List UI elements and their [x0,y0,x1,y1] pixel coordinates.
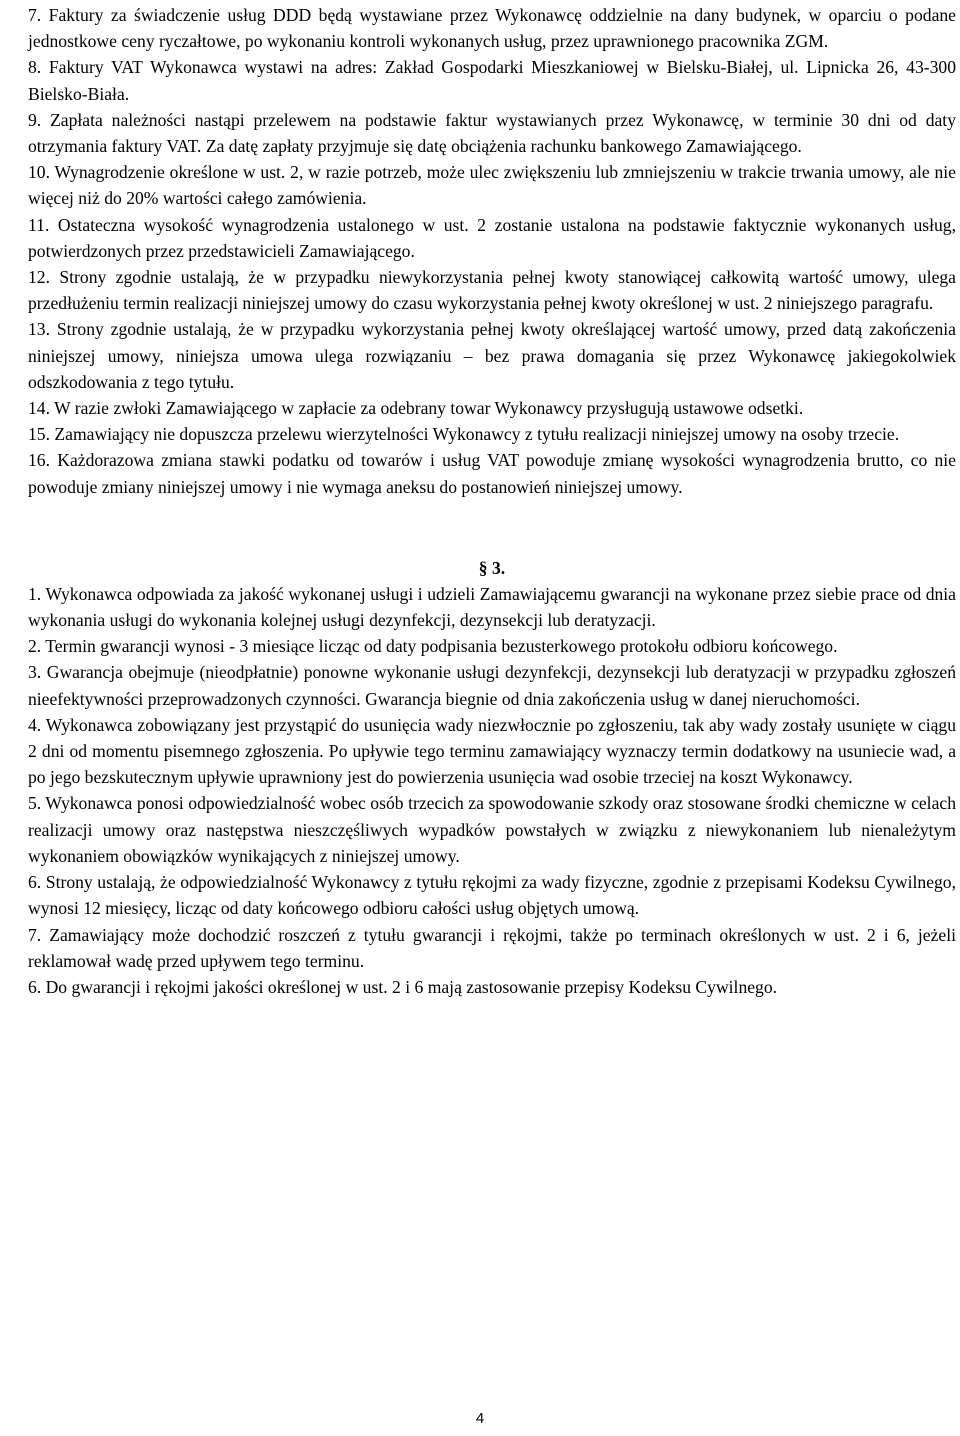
paragraph-9: 9. Zapłata należności nastąpi przelewem na podstawie faktur wystawianych przez Wykonawcę, w terminie 30 dni od daty otrzymania faktury VAT. Za datę zapłaty przyjmuje się datę obciążenia rachunku bankowego Zamawiającego. [28,109,956,157]
page-content [28,2,956,1000]
paragraph-16: 16. Każdorazowa zmiana stawki podatku od towarów i usług VAT powoduje zmianę wysokości wynagrodzenia brutto, co nie powoduje zmiany niniejszej umowy i nie wymaga aneksu do postanowień niniejszej umowy. [28,450,956,497]
section-spacer [28,500,956,555]
paragraph-12: 12. Strony zgodnie ustalają, że w przypadku niewykorzystania pełnej kwoty stanowiącej całkowitą wartość umowy, ulega przedłużeniu termin realizacji niniejszej umowy do czasu wykorzystania pełnej kwoty określonej w ust. 2 niniejszego paragrafu. [28,267,956,314]
paragraph-3-6b: 6. Do gwarancji i rękojmi jakości określonej w ust. 2 i 6 mają zastosowanie przepisy Kodeksu Cywilnego. [28,976,778,997]
paragraph-3-1: 1. Wykonawca odpowiada za jakość wykonanej usługi i udzieli Zamawiającemu gwarancji na wykonane przez siebie prace od dnia wykonania usługi do wykonania kolejnej usługi dezynfekcji, dezynsekcji lub deratyzacji. [28,583,956,631]
paragraph-15: 15. Zamawiający nie dopuszcza przelewu wierzytelności Wykonawcy z tytułu realizacji niniejszej umowy na osoby trzecie. [28,424,900,445]
section-title: § 3. [478,557,506,578]
paragraph-7: 7. Faktury za świadczenie usług DDD będą wystawiane przez Wykonawcę oddzielnie na dany budynek, w oparciu o podane jednostkowe ceny ryczałtowe, po wykonaniu kontroli wykonanych usług, przez uprawnionego pracownika ZGM. [28,5,956,52]
page-number: 4 [475,1410,485,1427]
paragraph-3-5: 5. Wykonawca ponosi odpowiedzialność wobec osób trzecich za spowodowanie szkody oraz stosowane środki chemiczne w celach realizacji umowy oraz następstwa nieszczęśliwych wypadków powstałych w związku z niewykonaniem lub nienależytym wykonaniem obowiązków wynikających z niniejszej umowy. [28,793,956,866]
paragraph-10: 10. Wynagrodzenie określone w ust. 2, w razie potrzeb, może ulec zwiększeniu lub zmniejszeniu w trakcie trwania umowy, ale nie więcej niż do 20% wartości całego zamówienia. [28,162,956,209]
paragraph-11: 11. Ostateczna wysokość wynagrodzenia ustalonego w ust. 2 zostanie ustalona na podstawie faktycznie wykonanych usług, potwierdzonych przez przedstawicieli Zamawiającego. [28,214,956,261]
paragraph-3-4: 4. Wykonawca zobowiązany jest przystąpić do usunięcia wady niezwłocznie po zgłoszeniu, tak aby wady zostały usunięte w ciągu 2 dni od momentu pisemnego zgłoszenia. Po upływie tego terminu zamawiający wyznaczy termin dodatkowy na usuniecie wad, a po jego bezskutecznym upływie uprawniony jest do powierzenia usunięcia wad osobie trzeciej na koszt Wykonawcy. [28,714,956,788]
section-3 [28,581,956,1000]
section-2-continued [28,2,956,500]
section-heading-row [28,555,956,581]
paragraph-14: 14. W razie zwłoki Zamawiającego w zapłacie za odebrany towar Wykonawcy przysługują ustawowe odsetki. [28,398,804,419]
paragraph-3-3: 3. Gwarancja obejmuje (nieodpłatnie) ponowne wykonanie usługi dezynfekcji, dezynsekcji lub deratyzacji w przypadku zgłoszeń nieefektywności przeprowadzonych czynności. Gwarancja biegnie od dnia zakończenia usług w danej nieruchomości. [28,662,956,709]
paragraph-3-6: 6. Strony ustalają, że odpowiedzialność Wykonawcy z tytułu rękojmi za wady fizyczne, zgodnie z przepisami Kodeksu Cywilnego, wynosi 12 miesięcy, licząc od daty końcowego odbioru całości usług objętych umową. [28,872,956,919]
paragraph-8: 8. Faktury VAT Wykonawca wystawi na adres: Zakład Gospodarki Mieszkaniowej w Bielsku-Białej, ul. Lipnicka 26, 43-300 Bielsko-Biała. [28,57,956,104]
paragraph-13: 13. Strony zgodnie ustalają, że w przypadku wykorzystania pełnej kwoty określającej wartość umowy, przed datą zakończenia niniejszej umowy, niniejsza umowa ulega rozwiązaniu – bez prawa domagania się przez Wykonawcę jakiegokolwiek odszkodowania z tego tytułu. [28,319,956,392]
paragraph-3-7: 7. Zamawiający może dochodzić roszczeń z tytułu gwarancji i rękojmi, także po terminach określonych w ust. 2 i 6, jeżeli reklamował wadę przed upływem tego terminu. [28,924,956,971]
paragraph-3-2: 2. Termin gwarancji wynosi - 3 miesiące licząc od daty podpisania bezusterkowego protokołu odbioru końcowego. [28,636,838,657]
